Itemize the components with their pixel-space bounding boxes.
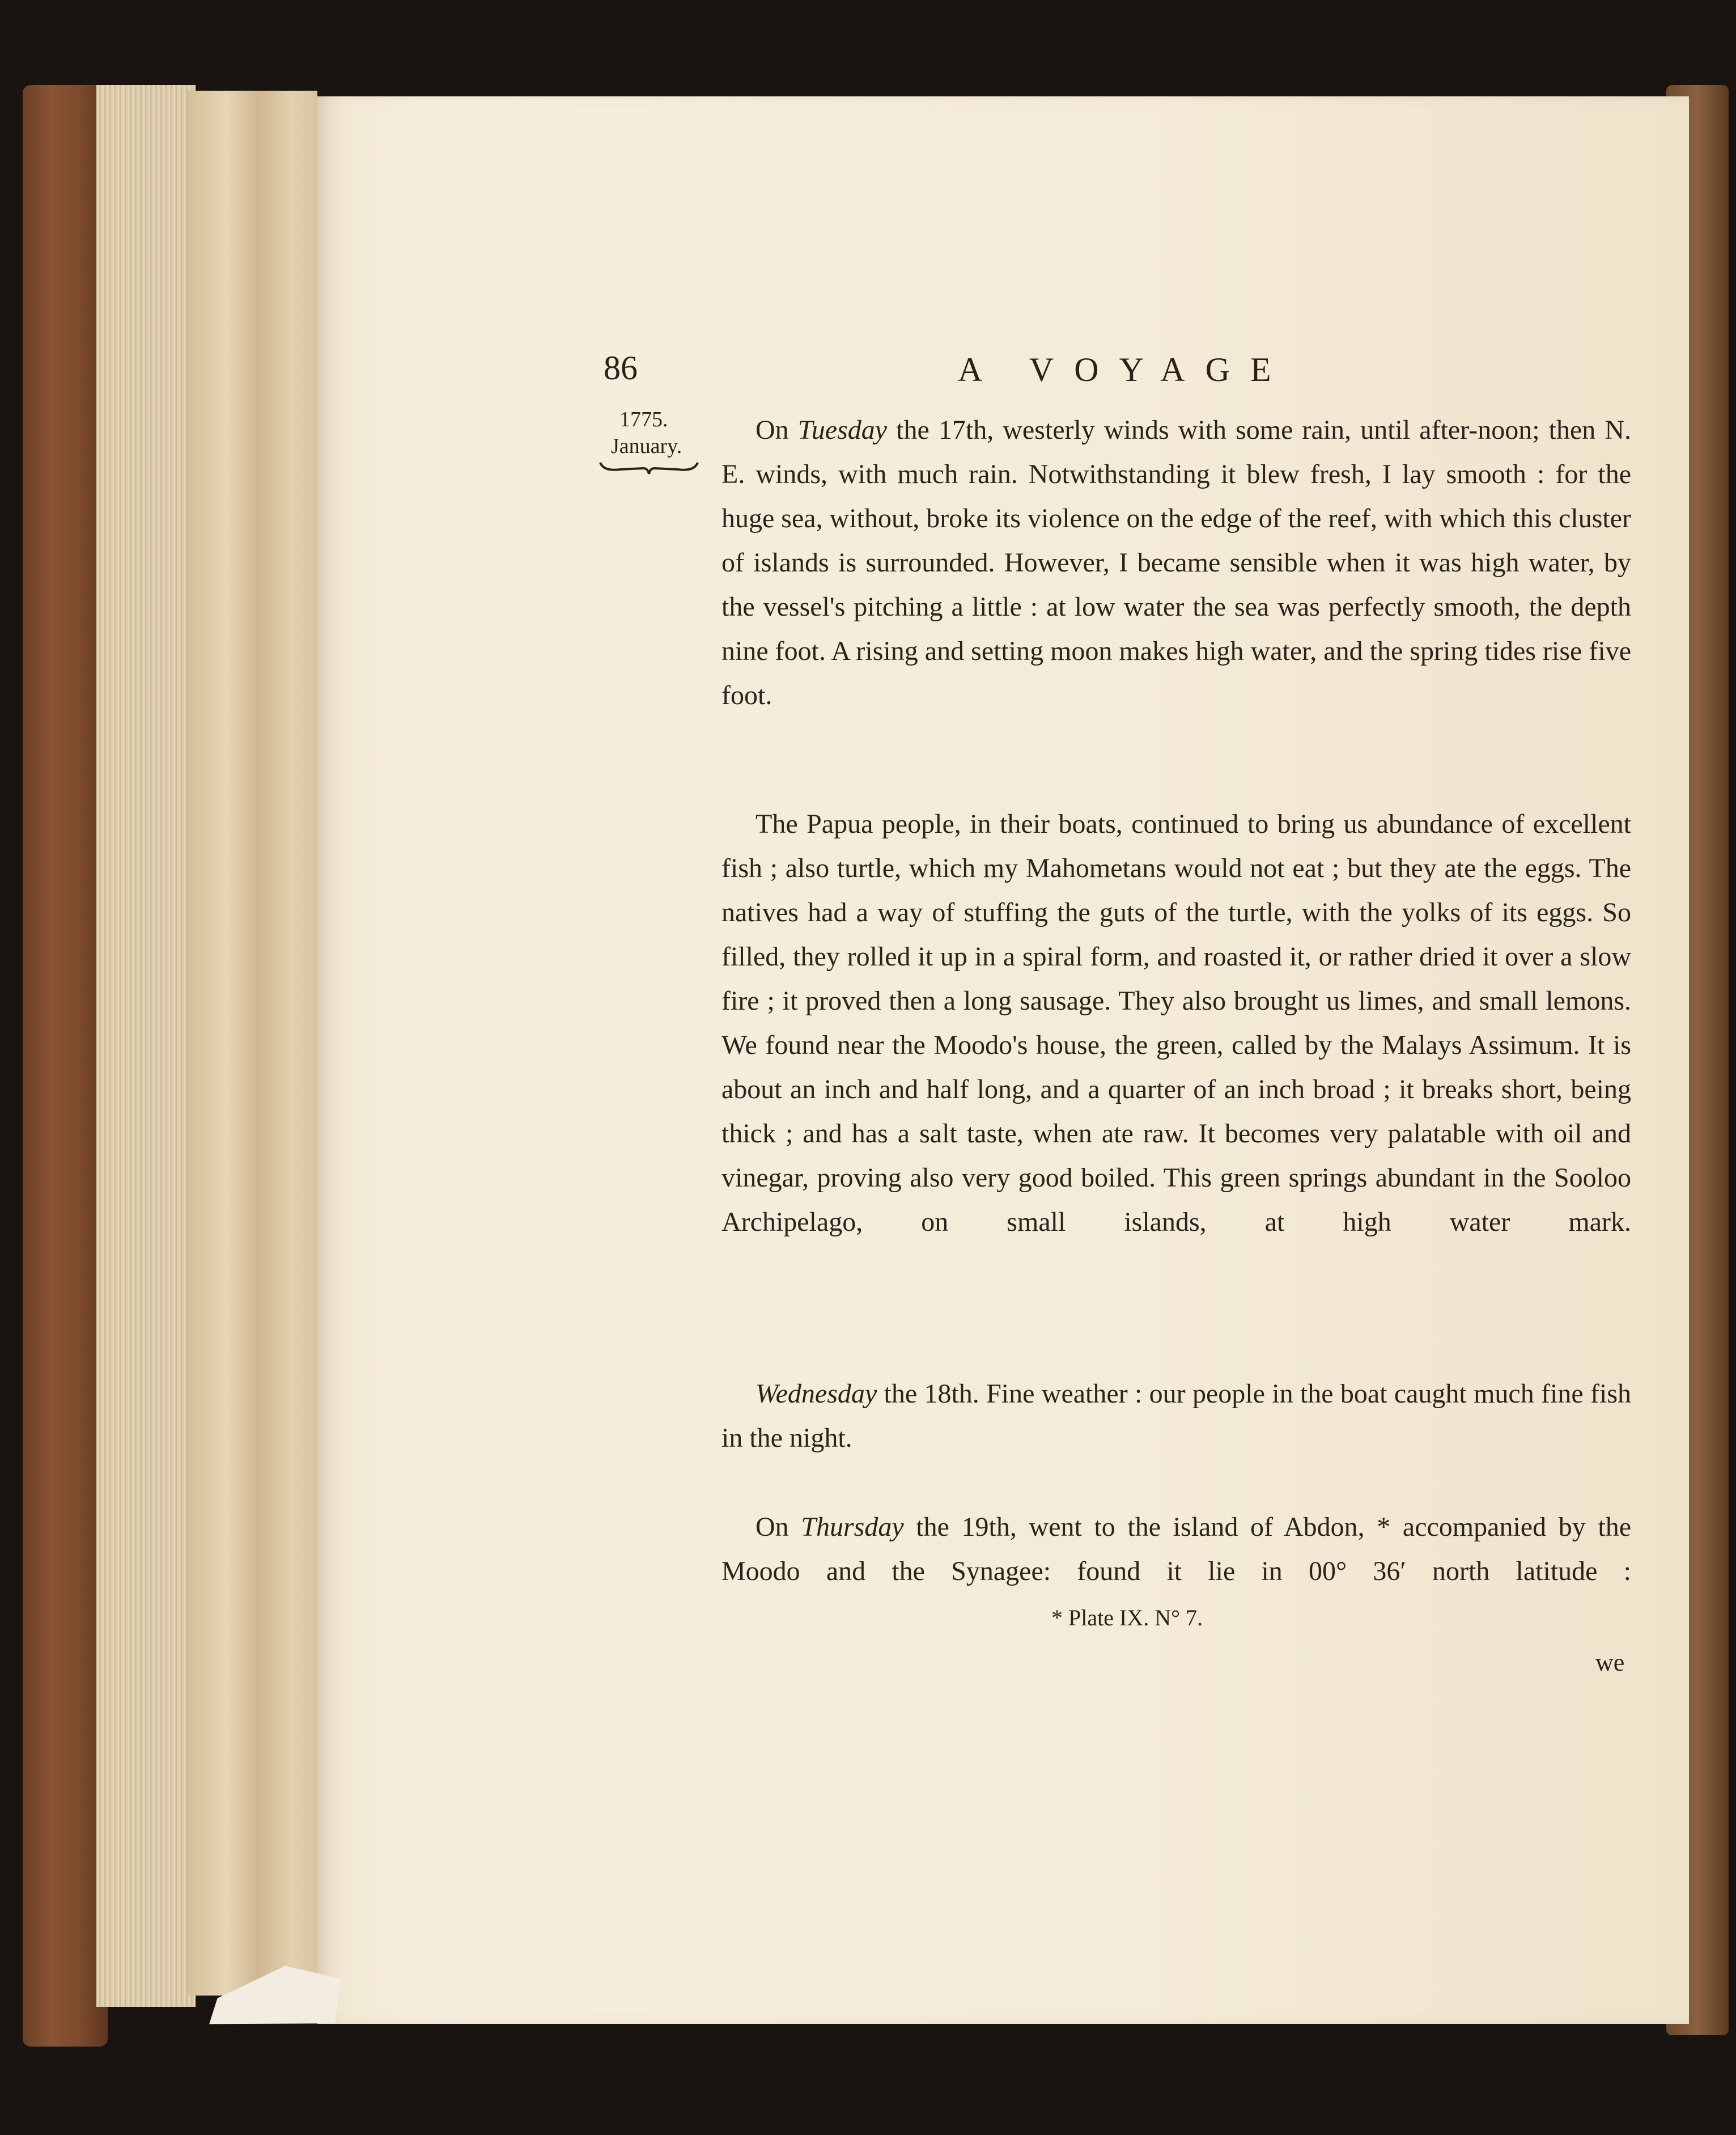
- paragraph-thursday: [721, 1505, 1631, 1594]
- text-run: the 19th, went to the island of Abdon, * accompanied by the Moodo and the Synagee: found it lie in 00° 36′ north latitude :: [721, 1512, 1631, 1586]
- text-run: the 18th. Fine weather : our people in the boat caught much fine fish in the night.: [721, 1379, 1631, 1453]
- margin-brace-icon: [598, 459, 700, 476]
- paragraph-wednesday: [721, 1372, 1631, 1460]
- text-run: The Papua people, in their boats, continued to bring us abundance of excellent fish ; also turtle, which my Mahometans would not eat ; but they ate the eggs. The natives had a way of stuffing the guts of the turtle, with the yolks of its eggs. So filled, they rolled it up in a spiral form, and roasted it, or rather dried it over a slow fire ; it proved then a long sausage. They also brought us limes, and small lemons. We found near the Moodo's house, the green, called by the Malays Assimum. It is about an inch and half long, and a quarter of an inch broad ; it breaks short, being thick ; and has a salt taste, when ate raw. It becomes very palatable with oil and vinegar, proving also very good boiled. This green springs abundant in the Sooloo Archipelago, on small islands, at high water mark.: [721, 809, 1631, 1237]
- italic-day-name: Tuesday: [797, 415, 888, 445]
- text-run: On: [755, 415, 798, 445]
- page-edges: [96, 85, 196, 2007]
- page-number: 86: [604, 349, 638, 387]
- paragraph-tuesday: [721, 408, 1631, 718]
- italic-day-name: Wednesday: [755, 1379, 877, 1409]
- margin-year: 1775.: [619, 408, 668, 431]
- running-title: A VOYAGE: [958, 351, 1292, 388]
- footnote: * Plate IX. N° 7.: [1051, 1605, 1203, 1630]
- catchword: we: [1595, 1649, 1625, 1676]
- book-cover-left: [23, 85, 108, 2047]
- paragraph-papua: [721, 802, 1631, 1244]
- binding-gutter: [187, 91, 317, 1996]
- text-run: the 17th, westerly winds with some rain, until after-noon; then N. E. winds, with much rain. Notwithstanding it blew fresh, I lay smooth : for the huge sea, without, broke its violence on the edge of the reef, with which this cluster of islands is surrounded. However, I became sensible when it was high water, by the vessel's pitching a little : at low water the sea was perfectly smooth, the depth nine foot. A rising and setting moon makes high water, and the spring tides rise five foot.: [721, 415, 1631, 710]
- italic-day-name: Thursday: [801, 1512, 904, 1542]
- margin-month: January.: [611, 434, 682, 458]
- text-run: On: [755, 1512, 801, 1542]
